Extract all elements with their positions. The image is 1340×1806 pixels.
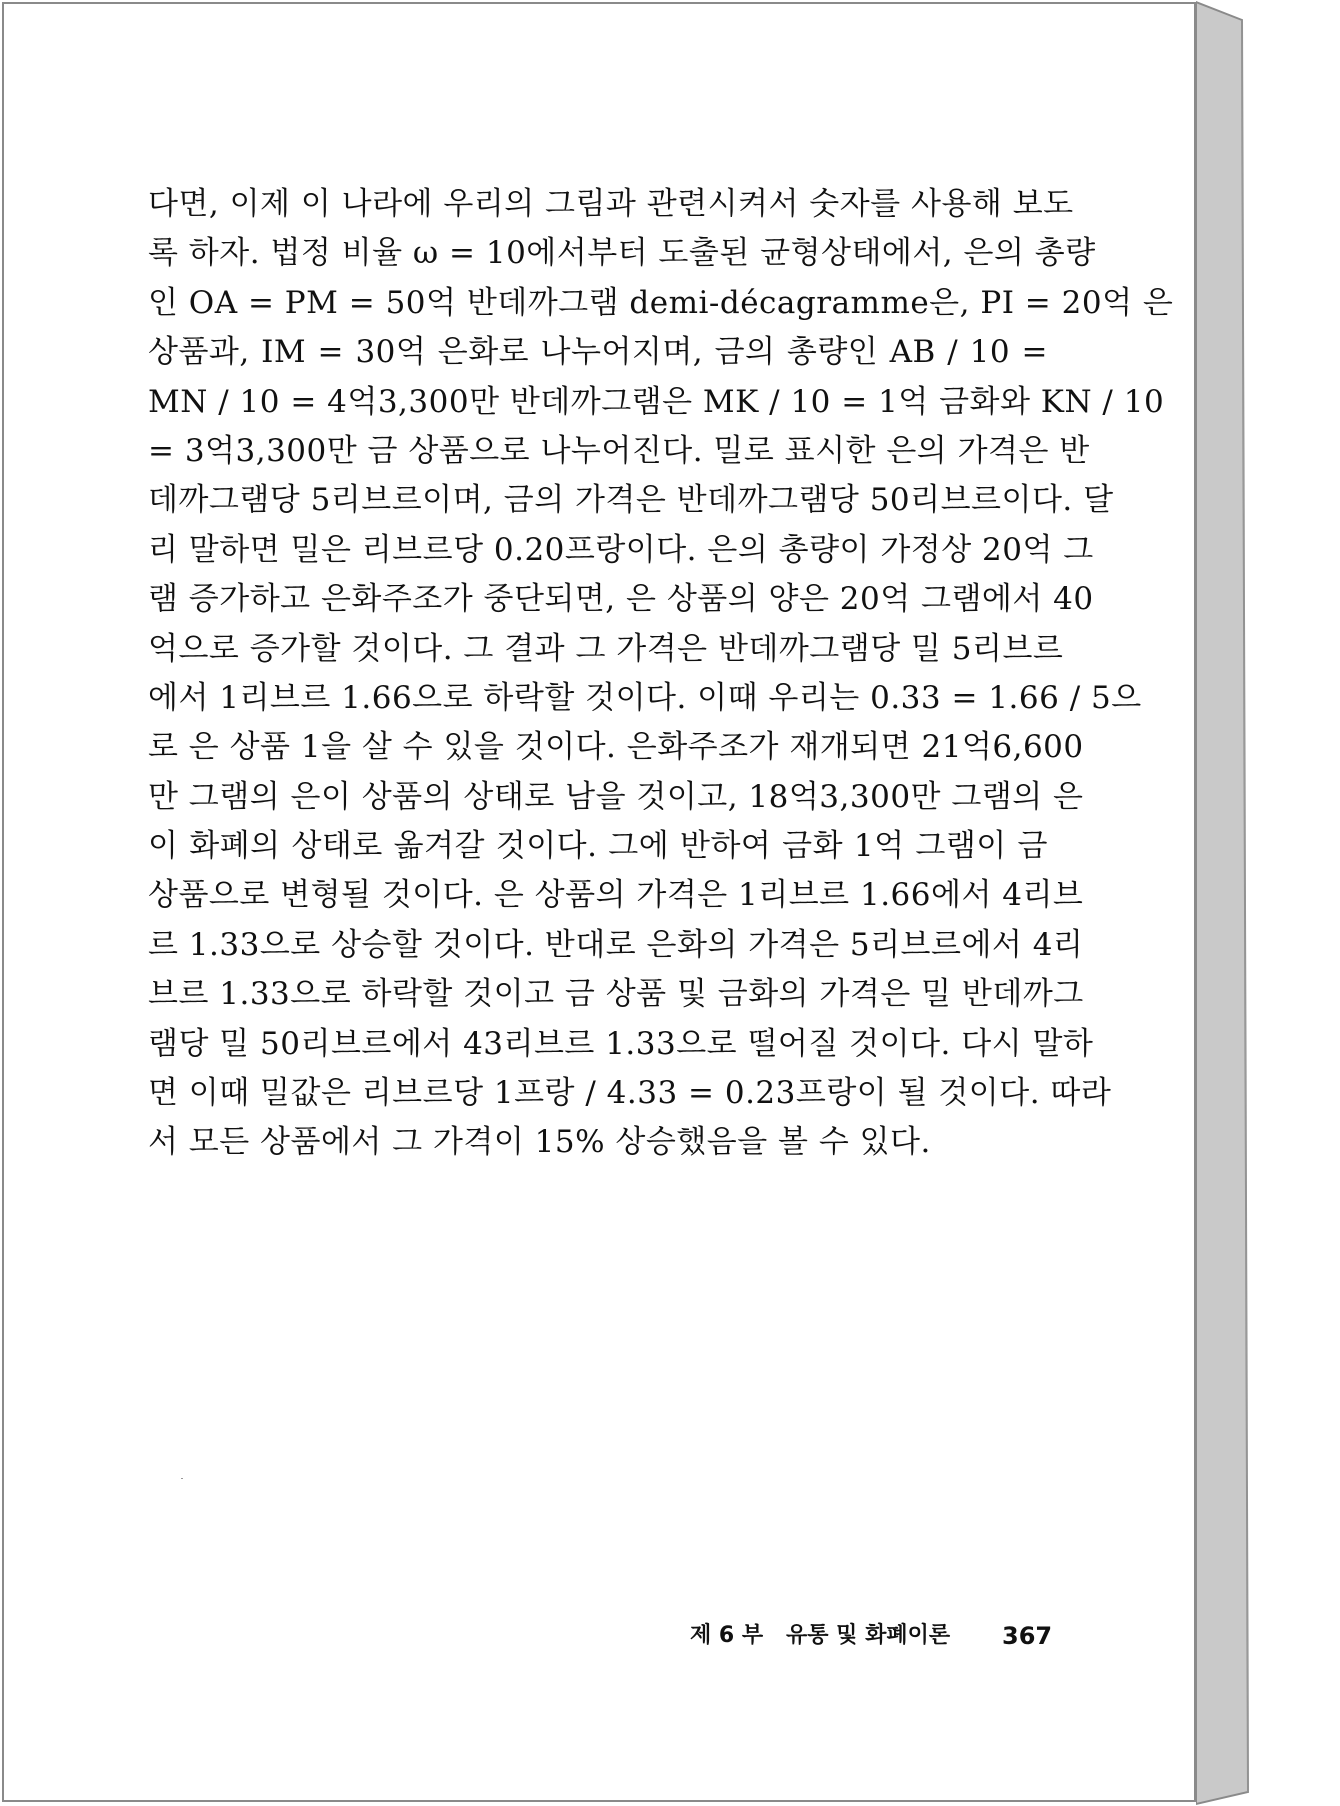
text-line: 램 증가하고 은화주조가 중단되면, 은 상품의 양은 20억 그램에서 40 xyxy=(148,581,1094,618)
text-line: 록 하자. 법정 비율 ω = 10에서부터 도출된 균형상태에서, 은의 총량 xyxy=(148,235,1096,272)
text-line: MN / 10 = 4억3,300만 반데까그램은 MK / 10 = 1억 금화와 KN / 10 xyxy=(148,383,1165,420)
text-line: 상품과, IM = 30억 은화로 나누어지며, 금의 총량인 AB / 10 = xyxy=(148,334,1048,371)
text-line: 서 모든 상품에서 그 가격이 15% 상승했음을 볼 수 있다. xyxy=(148,1124,931,1161)
text-line: 로 은 상품 1을 살 수 있을 것이다. 은화주조가 재개되면 21억6,600 xyxy=(148,729,1084,766)
text-line: 브르 1.33으로 하락할 것이고 금 상품 및 금화의 가격은 밀 반데까그 xyxy=(148,976,1084,1013)
text-line: = 3억3,300만 금 상품으로 나누어진다. 밀로 표시한 은의 가격은 반 xyxy=(148,432,1090,469)
footer-part-label: 제 6 부 xyxy=(690,1623,764,1648)
text-line: 에서 1리브르 1.66으로 하락할 것이다. 이때 우리는 0.33 = 1.66 / 5으 xyxy=(148,679,1142,716)
text-line: 만 그램의 은이 상품의 상태로 남을 것이고, 18억3,300만 그램의 은 xyxy=(148,778,1084,815)
page-number: 367 xyxy=(1002,1622,1053,1650)
footer-section-title: 유통 및 화폐이론 xyxy=(786,1623,951,1648)
text-line: 억으로 증가할 것이다. 그 결과 그 가격은 반데까그램당 밀 5리브르 xyxy=(148,630,1064,667)
text-line: 인 OA = PM = 50억 반데까그램 demi-décagramme은, PI = 20억 은 xyxy=(148,284,1174,321)
running-footer xyxy=(690,1616,1053,1656)
text-line: 램당 밀 50리브르에서 43리브르 1.33으로 떨어질 것이다. 다시 말하 xyxy=(148,1025,1094,1062)
scan-speck xyxy=(181,1478,183,1479)
text-line: 리 말하면 밀은 리브르당 0.20프랑이다. 은의 총량이 가정상 20억 그 xyxy=(148,531,1094,568)
text-line: 이 화폐의 상태로 옮겨갈 것이다. 그에 반하여 금화 1억 그램이 금 xyxy=(148,828,1048,865)
text-line: 상품으로 변형될 것이다. 은 상품의 가격은 1리브르 1.66에서 4리브 xyxy=(148,877,1084,914)
text-line: 르 1.33으로 상승할 것이다. 반대로 은화의 가격은 5리브르에서 4리 xyxy=(148,926,1084,963)
text-line: 데까그램당 5리브르이며, 금의 가격은 반데까그램당 50리브르이다. 달 xyxy=(148,482,1114,519)
text-line: 면 이때 밀값은 리브르당 1프랑 / 4.33 = 0.23프랑이 될 것이다. 따라 xyxy=(148,1075,1112,1112)
body-text xyxy=(148,180,1174,1168)
text-line: 다면, 이제 이 나라에 우리의 그림과 관련시켜서 숫자를 사용해 보도 xyxy=(148,186,1074,222)
book-spine-edge xyxy=(1196,0,1300,1806)
